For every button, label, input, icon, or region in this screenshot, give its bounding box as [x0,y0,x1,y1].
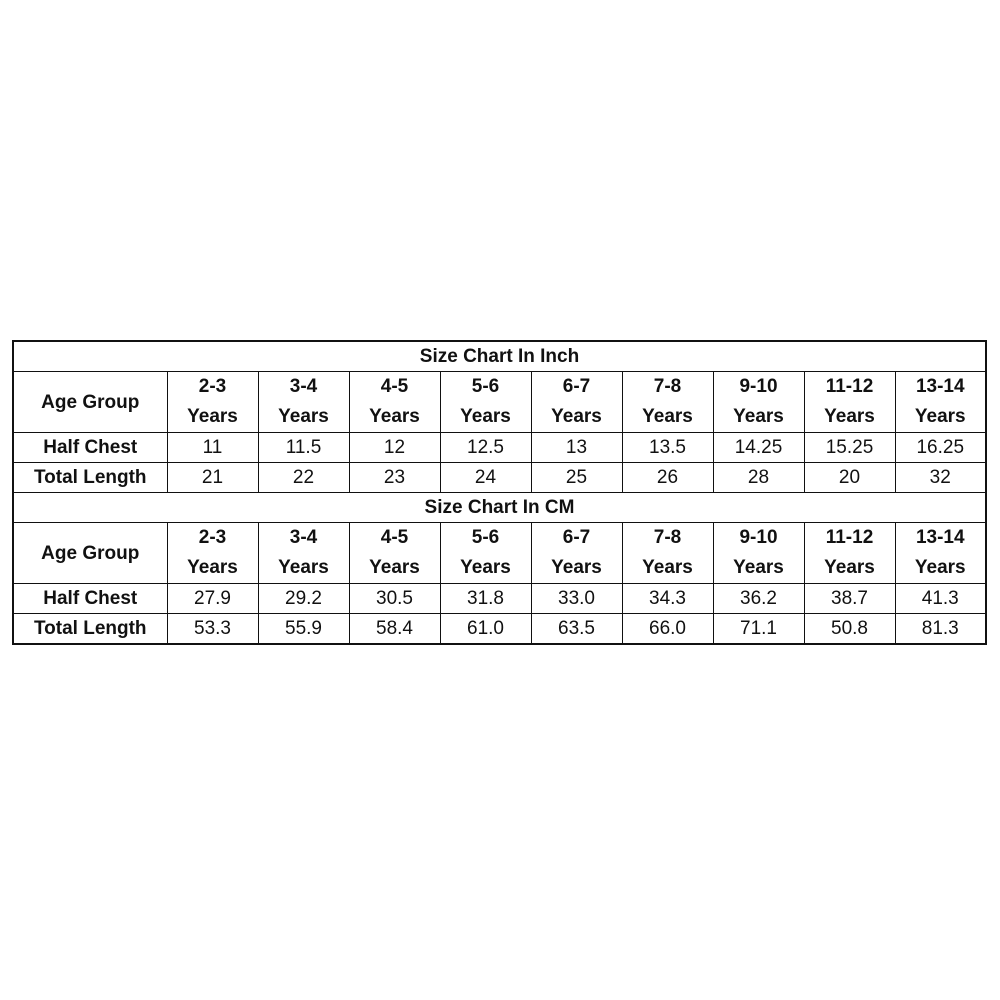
age-header-cell [440,372,531,433]
measurement-cell: 22 [258,463,349,493]
age-header-cell [713,523,804,584]
age-unit: Years [460,406,511,427]
age-range: 3-4 [289,376,318,397]
age-range: 13-14 [915,527,965,548]
measurement-cell: 13.5 [622,433,713,463]
age-unit: Years [551,406,602,427]
age-header-cell [258,372,349,433]
half-chest-row-cm [13,584,986,614]
measurement-cell: 66.0 [622,614,713,645]
age-range: 7-8 [653,527,682,548]
age-header-cell [349,372,440,433]
measurement-cell: 14.25 [713,433,804,463]
age-range: 2-3 [198,376,227,397]
age-header-cell [895,372,986,433]
age-range: 5-6 [471,376,500,397]
age-unit: Years [551,557,602,578]
measurement-cell: 26 [622,463,713,493]
age-range: 6-7 [562,376,591,397]
age-header-cell [531,372,622,433]
measurement-cell: 30.5 [349,584,440,614]
measurement-cell: 36.2 [713,584,804,614]
age-header-cell [713,372,804,433]
measurement-cell: 23 [349,463,440,493]
measurement-cell: 50.8 [804,614,895,645]
measurement-cell: 11.5 [258,433,349,463]
age-unit: Years [733,406,784,427]
total-length-row-inch [13,463,986,493]
size-chart-body [13,341,986,644]
age-header-cell [622,523,713,584]
age-unit: Years [824,557,875,578]
age-unit: Years [460,557,511,578]
measurement-cell: 16.25 [895,433,986,463]
measurement-cell: 71.1 [713,614,804,645]
age-range: 5-6 [471,527,500,548]
measurement-cell: 29.2 [258,584,349,614]
measurement-cell: 53.3 [167,614,258,645]
age-header-cell [804,523,895,584]
age-header-cell [167,523,258,584]
age-header-cell [622,372,713,433]
measurement-cell: 27.9 [167,584,258,614]
age-unit: Years [278,406,329,427]
age-unit: Years [642,557,693,578]
age-group-label: Age Group [13,372,167,433]
age-header-cell [167,372,258,433]
age-range: 2-3 [198,527,227,548]
age-range: 4-5 [380,376,409,397]
table-title-row-inch [13,341,986,372]
half-chest-label: Half Chest [13,584,167,614]
measurement-cell: 11 [167,433,258,463]
age-unit: Years [187,557,238,578]
age-unit: Years [914,406,966,427]
size-chart-title-inch: Size Chart In Inch [13,341,986,372]
total-length-label: Total Length [13,614,167,645]
measurement-cell: 32 [895,463,986,493]
measurement-cell: 33.0 [531,584,622,614]
age-unit: Years [278,557,329,578]
measurement-cell: 24 [440,463,531,493]
age-range: 3-4 [289,527,318,548]
age-header-cell [440,523,531,584]
measurement-cell: 13 [531,433,622,463]
size-chart-table [12,340,987,645]
age-range: 13-14 [915,376,965,397]
measurement-cell: 15.25 [804,433,895,463]
age-unit: Years [914,557,966,578]
measurement-cell: 41.3 [895,584,986,614]
age-header-cell [349,523,440,584]
age-group-row-inch [13,372,986,433]
half-chest-label: Half Chest [13,433,167,463]
measurement-cell: 63.5 [531,614,622,645]
age-unit: Years [733,557,784,578]
age-unit: Years [187,406,238,427]
total-length-label: Total Length [13,463,167,493]
age-unit: Years [824,406,875,427]
age-group-label: Age Group [13,523,167,584]
age-range: 7-8 [653,376,682,397]
age-range: 11-12 [825,527,874,548]
age-range: 6-7 [562,527,591,548]
measurement-cell: 61.0 [440,614,531,645]
measurement-cell: 58.4 [349,614,440,645]
measurement-cell: 81.3 [895,614,986,645]
measurement-cell: 38.7 [804,584,895,614]
measurement-cell: 21 [167,463,258,493]
measurement-cell: 31.8 [440,584,531,614]
age-range: 9-10 [739,527,778,548]
total-length-row-cm [13,614,986,645]
measurement-cell: 34.3 [622,584,713,614]
size-chart-title-cm: Size Chart In CM [13,493,986,523]
age-range: 9-10 [739,376,778,397]
age-range: 4-5 [380,527,409,548]
measurement-cell: 25 [531,463,622,493]
measurement-cell: 12.5 [440,433,531,463]
age-group-row-cm [13,523,986,584]
age-unit: Years [369,557,420,578]
measurement-cell: 12 [349,433,440,463]
table-title-row-cm [13,493,986,523]
age-unit: Years [642,406,693,427]
measurement-cell: 28 [713,463,804,493]
age-unit: Years [369,406,420,427]
age-range: 11-12 [825,376,874,397]
age-header-cell [895,523,986,584]
age-header-cell [804,372,895,433]
age-header-cell [258,523,349,584]
measurement-cell: 20 [804,463,895,493]
age-header-cell [531,523,622,584]
measurement-cell: 55.9 [258,614,349,645]
half-chest-row-inch [13,433,986,463]
